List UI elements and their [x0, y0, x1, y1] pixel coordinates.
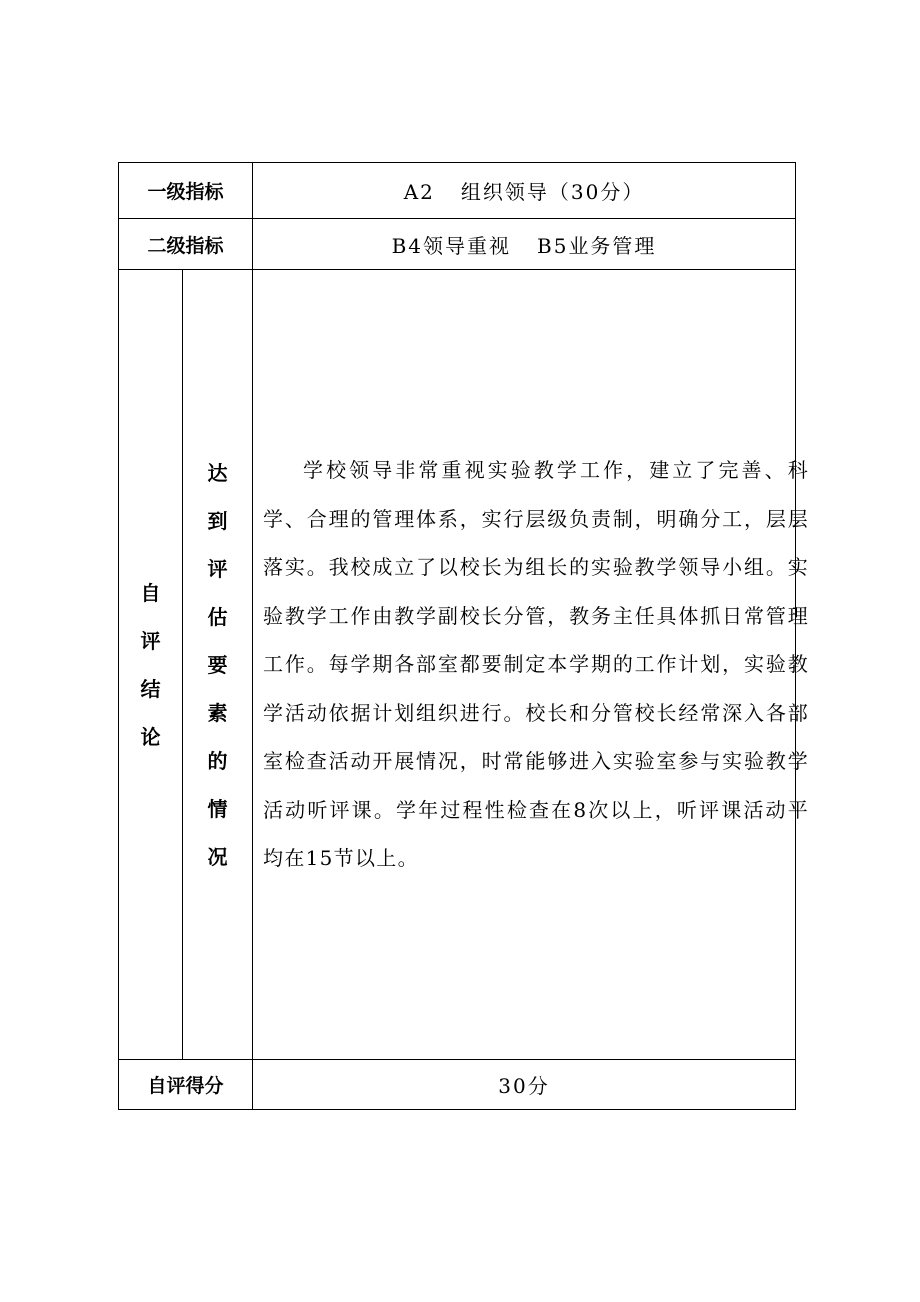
self-score-value: 30分 [253, 1060, 796, 1110]
level1-indicator-text: 组织领导（30分） [460, 180, 645, 204]
level2-indicator-b4: B4领导重视 [391, 233, 512, 258]
self-evaluation-inner-cell [183, 270, 253, 1060]
level2-indicator-label: 二级指标 [119, 219, 253, 270]
evaluation-sheet [118, 162, 810, 1109]
self-evaluation-outer-cell [119, 270, 183, 1060]
level1-indicator-label: 一级指标 [119, 163, 253, 219]
achievement-label: 达到评估要素的情况 [207, 460, 228, 869]
level1-indicator-code: A2 [403, 180, 435, 204]
level2-indicator-value [253, 219, 796, 270]
row-level1-indicator [119, 163, 796, 219]
level1-indicator-value [253, 163, 796, 219]
self-score-label: 自评得分 [119, 1060, 253, 1110]
self-evaluation-label: 自评结论 [140, 580, 161, 749]
row-self-score [119, 1060, 796, 1110]
row-self-evaluation [119, 270, 796, 1060]
self-evaluation-paragraph: 学校领导非常重视实验教学工作，建立了完善、科学、合理的管理体系，实行层级负责制，明确分工，层层落实。我校成立了以校长为组长的实验教学领导小组。实验教学工作由教学副校长分管，教务主任具体抓日常管理工作。每学期各部室都要制定本学期的工作计划，实验教学活动依据计划组织进行。校长和分管校长经常深入各部室检查活动开展情况，时常能够进入实验室参与实验教学活动听评课。学年过程性检查在8次以上，听评课活动平均在15节以上。 [263, 458, 810, 871]
row-level2-indicator [119, 219, 796, 270]
level2-indicator-b5: B5业务管理 [537, 233, 657, 258]
self-evaluation-content-cell [253, 270, 810, 1060]
evaluation-table [118, 162, 810, 1110]
